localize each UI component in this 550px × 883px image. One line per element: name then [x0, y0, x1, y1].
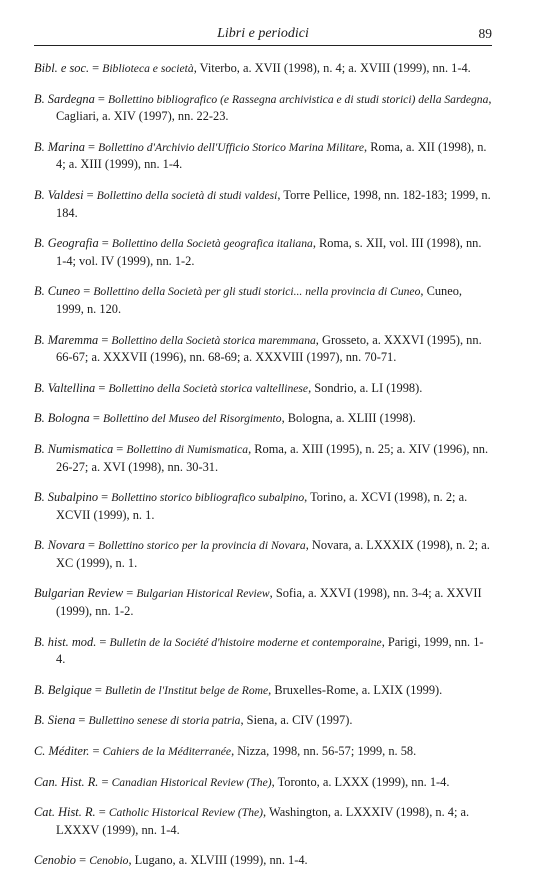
entry-abbreviation: B. Marina [34, 139, 85, 154]
list-item [34, 804, 492, 839]
entry-title: Cenobio [89, 854, 129, 868]
entry-abbreviation: Bulgarian Review [34, 586, 124, 601]
entry-details: , Washington, a. LXXXIV (1998), n. 4; a. LXXXV (1999), nn. 1-4. [56, 805, 470, 837]
entry-abbreviation: C. Méditer. [34, 744, 90, 759]
list-item [34, 489, 492, 524]
entry-details: , Roma, a. XIII (1995), n. 25; a. XIV (1996), nn. 26-27; a. XVI (1998), nn. 30-31. [56, 441, 489, 474]
periodicals-list [34, 60, 492, 883]
entry-abbreviation: B. Belgique [34, 682, 92, 697]
entry-details: , Parigi, 1999, nn. 1-4. [56, 634, 484, 667]
list-item [34, 187, 492, 222]
list-item [34, 774, 492, 792]
running-title: Libri e periodici [217, 26, 309, 41]
entry-details: , Toronto, a. LXXX (1999), nn. 1-4. [271, 774, 450, 789]
list-item [34, 634, 492, 669]
entry-equals: = [80, 284, 94, 299]
entry-details: , Torre Pellice, 1998, nn. 182-183; 1999, n. 184. [56, 187, 491, 220]
list-item [34, 743, 492, 761]
entry-abbreviation: B. Maremma [34, 332, 99, 347]
entry-equals: = [95, 805, 109, 820]
entry-equals: = [98, 236, 112, 251]
entry-abbreviation: B. Valtellina [34, 380, 96, 395]
entry-title: Bollettino bibliografico (e Rassegna archivistica e di studi storici) della Sardegna [108, 92, 489, 106]
entry-equals: = [83, 187, 97, 202]
entry-title: Bollettino della Società per gli studi storici... nella provincia di Cuneo [93, 285, 421, 299]
entry-title: Bulgarian Historical Review [136, 587, 270, 601]
entry-equals: = [89, 61, 103, 75]
entry-equals: = [89, 744, 103, 759]
entry-equals: = [95, 380, 109, 395]
entry-equals: = [76, 853, 90, 868]
page-number: 89 [478, 26, 492, 41]
entry-details: , Roma, a. XII (1998), n. 4; a. XIII (1999), nn. 1-4. [56, 139, 487, 172]
entry-details: , Sondrio, a. LI (1998). [308, 380, 423, 395]
entry-equals: = [84, 538, 99, 553]
list-item [34, 235, 492, 270]
entry-abbreviation: B. Subalpino [34, 490, 99, 505]
entry-abbreviation: B. Valdesi [34, 187, 84, 202]
entry-abbreviation: B. Numismatica [34, 441, 114, 456]
entry-details: , Torino, a. XCVI (1998), n. 2; a. XCVII (1999), n. 1. [56, 490, 468, 522]
entry-details: , Bruxelles-Rome, a. LXIX (1999). [268, 682, 443, 697]
entry-equals: = [91, 682, 105, 697]
entry-title: Bollettino della Società storica maremmana [111, 333, 316, 347]
entry-details: , Novara, a. LXXXIX (1998), n. 2; a. XC (1999), n. 1. [56, 538, 490, 570]
entry-title: Bulletin de la Société d'histoire moderne et contemporaine [109, 635, 382, 649]
entry-title: Bollettino della Società geografica italiana [111, 237, 313, 251]
list-item [34, 91, 492, 126]
page-header [34, 26, 492, 46]
entry-title: Bollettino del Museo del Risorgimento [102, 412, 282, 426]
entry-abbreviation: B. Novara [34, 538, 85, 553]
entry-equals: = [98, 490, 112, 505]
list-item [34, 332, 492, 367]
entry-title: Bollettino della Società storica valtellinese [108, 381, 309, 395]
entry-title: Bollettino di Numismatica [126, 442, 249, 456]
entry-details: , Cagliari, a. XIV (1997), nn. 22-23. [56, 91, 492, 124]
entry-equals: = [113, 441, 127, 456]
entry-title: Bollettino d'Archivio dell'Ufficio Storico Marina Militare [98, 140, 365, 154]
entry-equals: = [84, 139, 99, 154]
entry-details: , Lugano, a. XLVIII (1999), nn. 1-4. [128, 853, 308, 868]
entry-equals: = [75, 713, 89, 728]
entry-equals: = [123, 586, 137, 601]
entry-abbreviation: B. hist. mod. [34, 634, 97, 649]
entry-equals: = [89, 411, 103, 426]
entry-abbreviation: Can. Hist. R. [34, 774, 99, 789]
entry-equals: = [98, 774, 112, 789]
entry-title: Biblioteca e società [102, 62, 194, 75]
entry-abbreviation: B. Geografia [34, 236, 99, 251]
entry-details: , Cuneo, 1999, n. 120. [56, 284, 463, 316]
entry-abbreviation: B. Siena [34, 713, 76, 728]
entry-abbreviation: B. Bologna [34, 411, 90, 426]
entry-title: Bollettino della società di studi valdesi [96, 188, 278, 202]
entry-abbreviation: Cenobio [34, 853, 76, 868]
entry-title: Cahiers de la Méditerranée [102, 745, 232, 759]
list-item [34, 380, 492, 398]
header-rule [34, 45, 492, 46]
entry-abbreviation: B. Sardegna [34, 91, 95, 106]
entry-title: Bollettino storico bibliografico subalpino [111, 491, 305, 505]
list-item [34, 139, 492, 174]
entry-equals: = [96, 634, 110, 649]
list-item [34, 712, 492, 730]
entry-details: , Sofia, a. XXVI (1998), nn. 3-4; a. XXVII (1999), nn. 1-2. [56, 586, 482, 619]
list-item [34, 852, 492, 870]
entry-title: Bulletin de l'Institut belge de Rome [105, 683, 269, 697]
entry-abbreviation: Bibl. e soc. [34, 61, 90, 75]
entry-details: , Siena, a. CIV (1997). [240, 713, 353, 728]
list-item [34, 283, 492, 318]
entry-details: , Grosseto, a. XXXVI (1995), nn. 66-67; a. XXXVII (1996), nn. 68-69; a. XXXVIII (1997), nn. 70-71. [56, 332, 482, 365]
entry-equals: = [98, 332, 112, 347]
entry-title: Bollettino storico per la provincia di Novara [98, 539, 306, 553]
entry-title: Catholic Historical Review (The) [108, 806, 264, 820]
list-item [34, 60, 492, 78]
list-item [34, 441, 492, 476]
list-item [34, 410, 492, 428]
entry-title: Bullettino senese di storia patria [88, 714, 241, 728]
entry-title: Canadian Historical Review (The) [111, 775, 272, 789]
entry-abbreviation: Cat. Hist. R. [34, 805, 96, 820]
entry-details: , Bologna, a. XLIII (1998). [281, 411, 416, 426]
entry-details: , Nizza, 1998, nn. 56-57; 1999, n. 58. [231, 744, 417, 759]
list-item [34, 537, 492, 572]
entry-abbreviation: B. Cuneo [34, 284, 81, 299]
entry-details: , Viterbo, a. XVII (1998), n. 4; a. XVIII (1999), nn. 1-4. [193, 61, 471, 75]
list-item [34, 682, 492, 700]
list-item [34, 585, 492, 620]
entry-details: , Roma, s. XII, vol. III (1998), nn. 1-4; vol. IV (1999), nn. 1-2. [56, 236, 482, 268]
entry-equals: = [94, 91, 108, 106]
